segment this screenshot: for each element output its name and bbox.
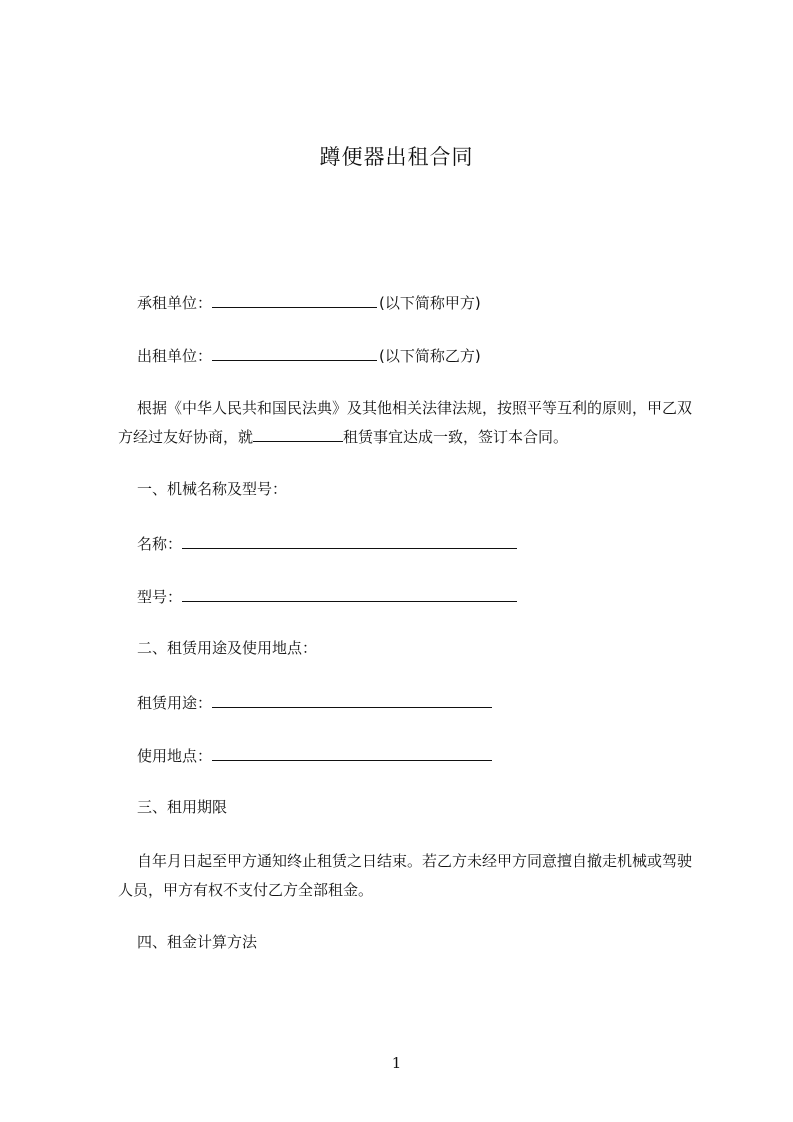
lessee-blank[interactable] (212, 291, 377, 308)
intro-text-before: 根据《中华人民共和国民法典》及其他相关法律法规，按照平等互利的原则，甲乙双方经过友好协商，就 (118, 399, 693, 446)
use-blank[interactable] (212, 691, 492, 708)
lessee-line (137, 291, 481, 313)
lessor-label: 出租单位： (137, 347, 213, 365)
section3-paragraph: 自年月日起至甲方通知终止租赁之日结束。若乙方未经甲方同意擅自撤走机械或驾驶人员，甲方有权不支付乙方全部租金。 (118, 852, 693, 899)
lessor-suffix: (以下简称乙方) (379, 347, 481, 365)
contract-title: 蹲便器出租合同 (319, 145, 474, 169)
name-blank[interactable] (182, 532, 517, 549)
name-label: 名称： (137, 535, 183, 553)
intro-paragraph (118, 394, 703, 452)
lessor-line (137, 344, 481, 366)
lessee-label: 承租单位： (137, 294, 213, 312)
page-number: 1 (391, 1054, 402, 1072)
lessee-suffix: (以下简称甲方) (379, 294, 481, 312)
section4-heading: 四、租金计算方法 (137, 933, 258, 951)
use-line (137, 691, 494, 713)
rental-subject-blank[interactable] (253, 425, 343, 442)
section2-heading: 二、租赁用途及使用地点： (137, 639, 318, 657)
model-line (137, 585, 519, 607)
location-label: 使用地点： (137, 747, 213, 765)
location-blank[interactable] (212, 744, 492, 761)
location-line (137, 744, 494, 766)
name-line (137, 532, 519, 554)
model-label: 型号： (137, 588, 183, 606)
section3-heading: 三、租用期限 (137, 798, 228, 816)
model-blank[interactable] (182, 585, 517, 602)
section1-heading: 一、机械名称及型号： (137, 480, 288, 498)
lessor-blank[interactable] (212, 344, 377, 361)
use-label: 租赁用途： (137, 694, 213, 712)
intro-text-after: 租赁事宜达成一致，签订本合同。 (343, 428, 569, 446)
